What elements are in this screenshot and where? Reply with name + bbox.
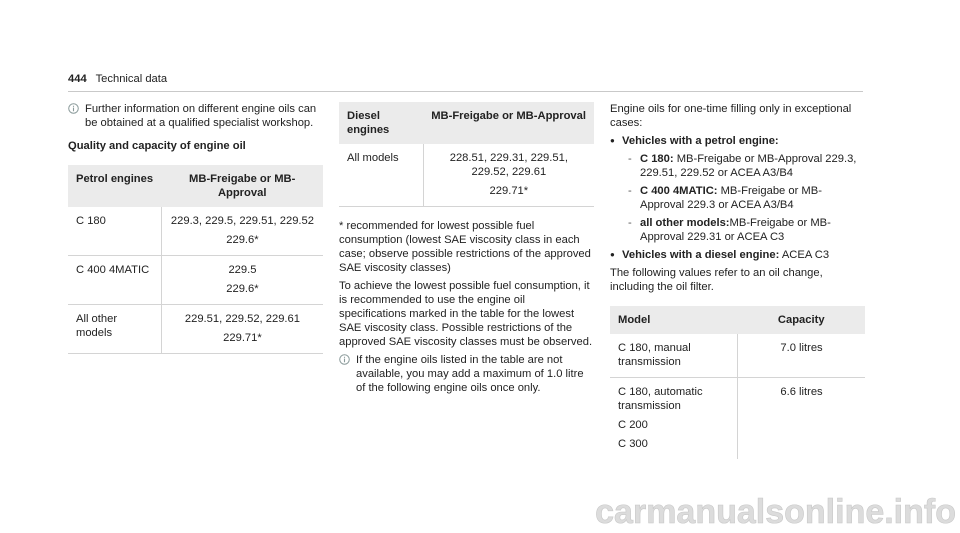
approval-recommended: 229.71* (489, 185, 529, 197)
header-divider (68, 91, 863, 92)
list-item (622, 152, 865, 180)
approval-spec: 229.5 (228, 264, 257, 276)
column-header-capacity: Capacity (738, 306, 866, 334)
model-name: C 300 (618, 438, 648, 450)
table-row (68, 207, 323, 256)
approval-spec: 229.51, 229.52, 229.61 (184, 313, 300, 325)
cell-model: C 180, manual transmission (610, 334, 738, 378)
info-icon (68, 103, 79, 114)
capacity-table (610, 306, 865, 459)
model-name: C 200 (618, 419, 648, 431)
list-item (610, 248, 865, 262)
cell-approval (161, 305, 323, 354)
column-header-engine: Diesel engines (339, 102, 423, 144)
intro-text: Engine oils for one-time filling only in exceptional cases: (610, 103, 852, 129)
paragraph: To achieve the lowest possible fuel consumption, it is recommended to use the engine oil specifications marked in the table for the lowest SAE viscosity class. Possible restrictions of the approved SAE viscosity classes must be observed. (339, 280, 593, 348)
cell-model: C 180 (68, 207, 161, 256)
cell-approval (161, 256, 323, 305)
info-icon (339, 354, 350, 365)
cell-model: All other models (68, 305, 161, 354)
list-item (622, 216, 865, 244)
cell-model: All models (339, 144, 423, 207)
approval-spec: 228.51, 229.31, 229.51, 229.52, 229.61 (449, 152, 568, 178)
cell-model (610, 378, 738, 460)
column-3 (610, 102, 865, 459)
approval-recommended: 229.6* (226, 234, 259, 246)
diesel-engines-table (339, 102, 594, 207)
table-header-row (339, 102, 594, 144)
item-model: C 400 4MATIC: (640, 185, 718, 197)
table-header-row (68, 165, 323, 207)
table-row (610, 334, 865, 378)
approval-recommended: 229.71* (223, 332, 262, 344)
section-title: Technical data (95, 73, 168, 85)
approval-spec: 229.3, 229.5, 229.51, 229.52 (170, 215, 314, 227)
info-note-text: If the engine oils listed in the table are not available, you may add a maximum of 1.0 litre of the following engine oils once only. (356, 354, 584, 394)
cell-capacity: 6.6 litres (738, 378, 866, 460)
page-number: 444 (68, 73, 87, 85)
cell-approval (423, 144, 594, 207)
petrol-engines-table (68, 165, 323, 354)
info-note-text: Further information on different engine oils can be obtained at a qualified specialist workshop. (85, 103, 317, 129)
approval-recommended: 229.6* (226, 283, 259, 295)
item-text: MB-Freigabe or MB-Approval 229.3, 229.51, 229.52 or ACEA A3/B4 (640, 153, 857, 179)
oil-change-text: The following values refer to an oil change, including the oil filter. (610, 267, 823, 293)
column-header-engine: Petrol engines (68, 165, 161, 207)
item-text: MB-Freigabe or MB-Approval 229.3 or ACEA A3/B4 (640, 185, 822, 211)
column-header-model: Model (610, 306, 738, 334)
section-heading: Quality and capacity of engine oil (68, 140, 246, 152)
info-note (339, 353, 594, 395)
list-item (622, 184, 865, 212)
info-note (68, 102, 323, 130)
petrol-label: Vehicles with a petrol engine: (622, 135, 779, 147)
column-2 (339, 102, 594, 395)
cell-model: C 400 4MATIC (68, 256, 161, 305)
table-row (610, 378, 865, 460)
page-header (68, 72, 863, 86)
table-header-row (610, 306, 865, 334)
column-header-approval: MB-Freigabe or MB-Approval (423, 102, 594, 144)
item-model: all other models: (640, 217, 730, 229)
vehicle-list (610, 134, 865, 262)
table-row (68, 256, 323, 305)
model-name: C 180, automatic transmission (618, 386, 703, 412)
column-1 (68, 102, 323, 354)
watermark (595, 485, 960, 533)
cell-capacity: 7.0 litres (738, 334, 866, 378)
petrol-sublist (622, 152, 865, 244)
diesel-label: Vehicles with a diesel engine: (622, 249, 780, 261)
footnote: * recommended for lowest possible fuel consumption (lowest SAE viscosity class in each case; observe possible restrictions of the approved SAE viscosity classes) (339, 220, 591, 274)
item-model: C 180: (640, 153, 674, 165)
item-text: MB-Freigabe or MB-Approval 229.31 or ACEA C3 (640, 217, 831, 243)
cell-approval (161, 207, 323, 256)
list-item (610, 134, 865, 244)
watermark-text: carmanualsonline.info (595, 493, 956, 531)
table-row (339, 144, 594, 207)
diesel-text: ACEA C3 (781, 249, 830, 261)
column-header-approval: MB-Freigabe or MB-Approval (161, 165, 323, 207)
table-row (68, 305, 323, 354)
